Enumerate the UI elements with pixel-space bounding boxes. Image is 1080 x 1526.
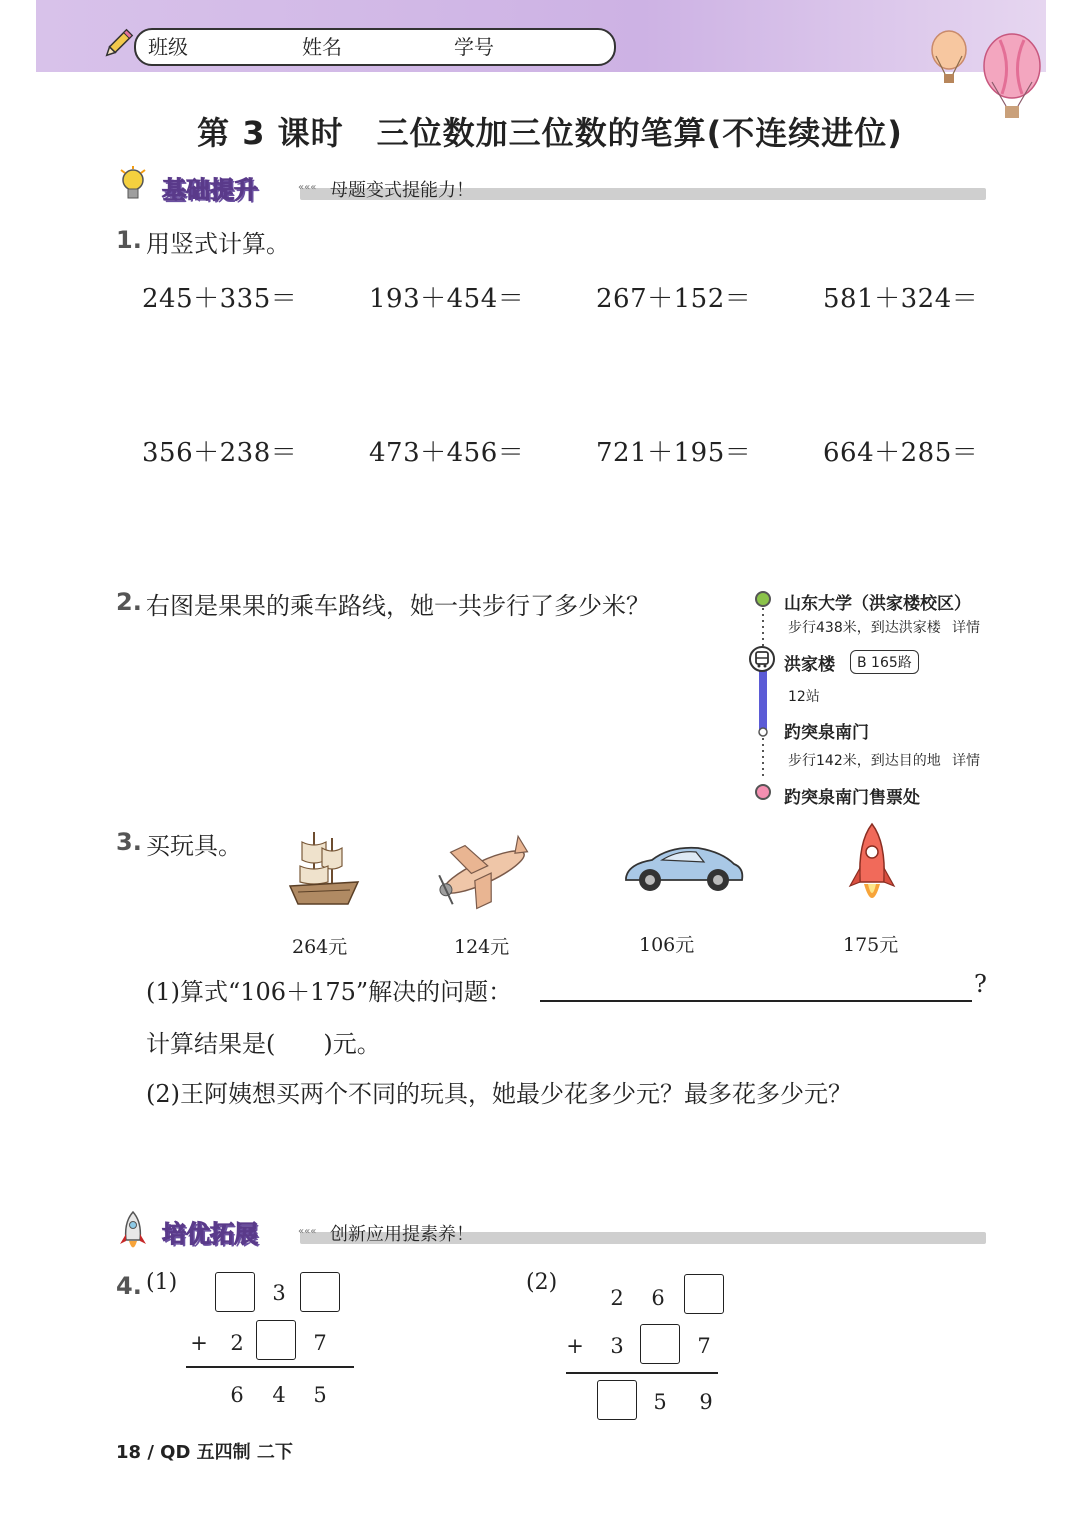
expression: 245＋335＝	[142, 284, 298, 314]
question-2-number: 2.	[116, 588, 142, 616]
class-label: 班级	[148, 35, 188, 59]
pencil-icon	[100, 26, 136, 62]
question-3-number: 3.	[116, 828, 142, 856]
route-detail-link-2[interactable]: 详情	[952, 753, 980, 769]
page-footer: 18 / QD 五四制 二下	[116, 1442, 293, 1463]
question-3-text: 买玩具。	[146, 832, 242, 860]
page-title: 第 3 课时 三位数加三位数的笔算(不连续进位)	[197, 114, 903, 152]
digit-blank[interactable]	[256, 1320, 296, 1360]
sum-line	[566, 1372, 718, 1374]
toy-price: 124元	[454, 936, 510, 958]
digit: 9	[699, 1390, 713, 1414]
lightbulb-icon	[118, 166, 148, 206]
answer-line[interactable]	[540, 1000, 972, 1002]
section-basic-tag: 基础提升	[162, 176, 258, 204]
expression: 267＋152＝	[596, 284, 752, 314]
expression: 721＋195＝	[596, 438, 752, 468]
bus-icon	[749, 646, 775, 672]
route-end-station: 趵突泉南门	[784, 723, 869, 743]
section-basic-subtitle: 母题变式提能力！	[330, 180, 474, 201]
id-label: 学号	[454, 35, 494, 59]
question-4-number: 4.	[116, 1272, 142, 1300]
hot-air-balloon-icon	[928, 30, 970, 90]
digit-blank[interactable]	[640, 1324, 680, 1364]
route-panel	[748, 584, 988, 812]
digit-blank[interactable]	[300, 1272, 340, 1312]
digit: 3	[272, 1281, 286, 1305]
question-mark: ?	[974, 970, 987, 998]
route-start: 山东大学（洪家楼校区）	[784, 594, 971, 614]
toy-price: 106元	[639, 934, 695, 956]
bus-line-badge: B 165路	[850, 650, 919, 674]
car-icon	[622, 842, 746, 894]
route-destination: 趵突泉南门售票处	[784, 788, 920, 808]
toy-price: 264元	[292, 936, 348, 958]
plus-sign: +	[190, 1331, 208, 1355]
route-walk-1: 步行438米，到达洪家楼	[788, 620, 941, 636]
digit: 5	[313, 1383, 327, 1407]
digit: 4	[272, 1383, 286, 1407]
expression: 581＋324＝	[823, 284, 979, 314]
chevron-decoration: «««	[298, 1226, 317, 1237]
digit: 2	[610, 1286, 624, 1310]
question-1-number: 1.	[116, 226, 142, 254]
digit: 6	[651, 1286, 665, 1310]
digit: 3	[610, 1334, 624, 1358]
question-4-part-1-label: (1)	[146, 1270, 178, 1295]
ship-icon	[284, 826, 362, 910]
rocket-badge-icon	[118, 1210, 148, 1254]
route-station: 洪家楼	[784, 655, 835, 675]
expression: 193＋454＝	[369, 284, 525, 314]
digit-blank[interactable]	[597, 1380, 637, 1420]
digit-blank[interactable]	[684, 1274, 724, 1314]
digit-blank[interactable]	[215, 1272, 255, 1312]
question-3-result: 计算结果是( )元。	[146, 1030, 381, 1058]
rocket-icon	[848, 822, 896, 914]
digit: 2	[230, 1331, 244, 1355]
question-3-part-2: (2)王阿姨想买两个不同的玩具，她最少花多少元？最多花多少元？	[146, 1080, 852, 1108]
plus-sign: +	[566, 1334, 584, 1358]
expression: 356＋238＝	[142, 438, 298, 468]
question-1-text: 用竖式计算。	[146, 230, 290, 258]
digit: 6	[230, 1383, 244, 1407]
toy-price: 175元	[843, 934, 899, 956]
digit: 7	[313, 1331, 327, 1355]
sum-line	[186, 1366, 354, 1368]
expression: 473＋456＝	[369, 438, 525, 468]
airplane-icon	[432, 828, 536, 910]
name-label: 姓名	[302, 35, 342, 59]
expression: 664＋285＝	[823, 438, 979, 468]
section-advanced-tag: 培优拓展	[162, 1220, 258, 1248]
route-stops: 12站	[788, 689, 820, 705]
route-walk-2: 步行142米，到达目的地	[788, 753, 941, 769]
digit: 5	[653, 1390, 667, 1414]
question-4-part-2-label: (2)	[526, 1270, 558, 1295]
route-detail-link-1[interactable]: 详情	[952, 620, 980, 636]
section-advanced-subtitle: 创新应用提素养！	[330, 1224, 474, 1245]
chevron-decoration: «««	[298, 182, 317, 193]
digit: 7	[697, 1334, 711, 1358]
question-3-part-1: (1)算式“106＋175”解决的问题：	[146, 978, 513, 1006]
question-2-text: 右图是果果的乘车路线，她一共步行了多少米？	[146, 592, 650, 620]
student-info-bar	[134, 28, 616, 66]
